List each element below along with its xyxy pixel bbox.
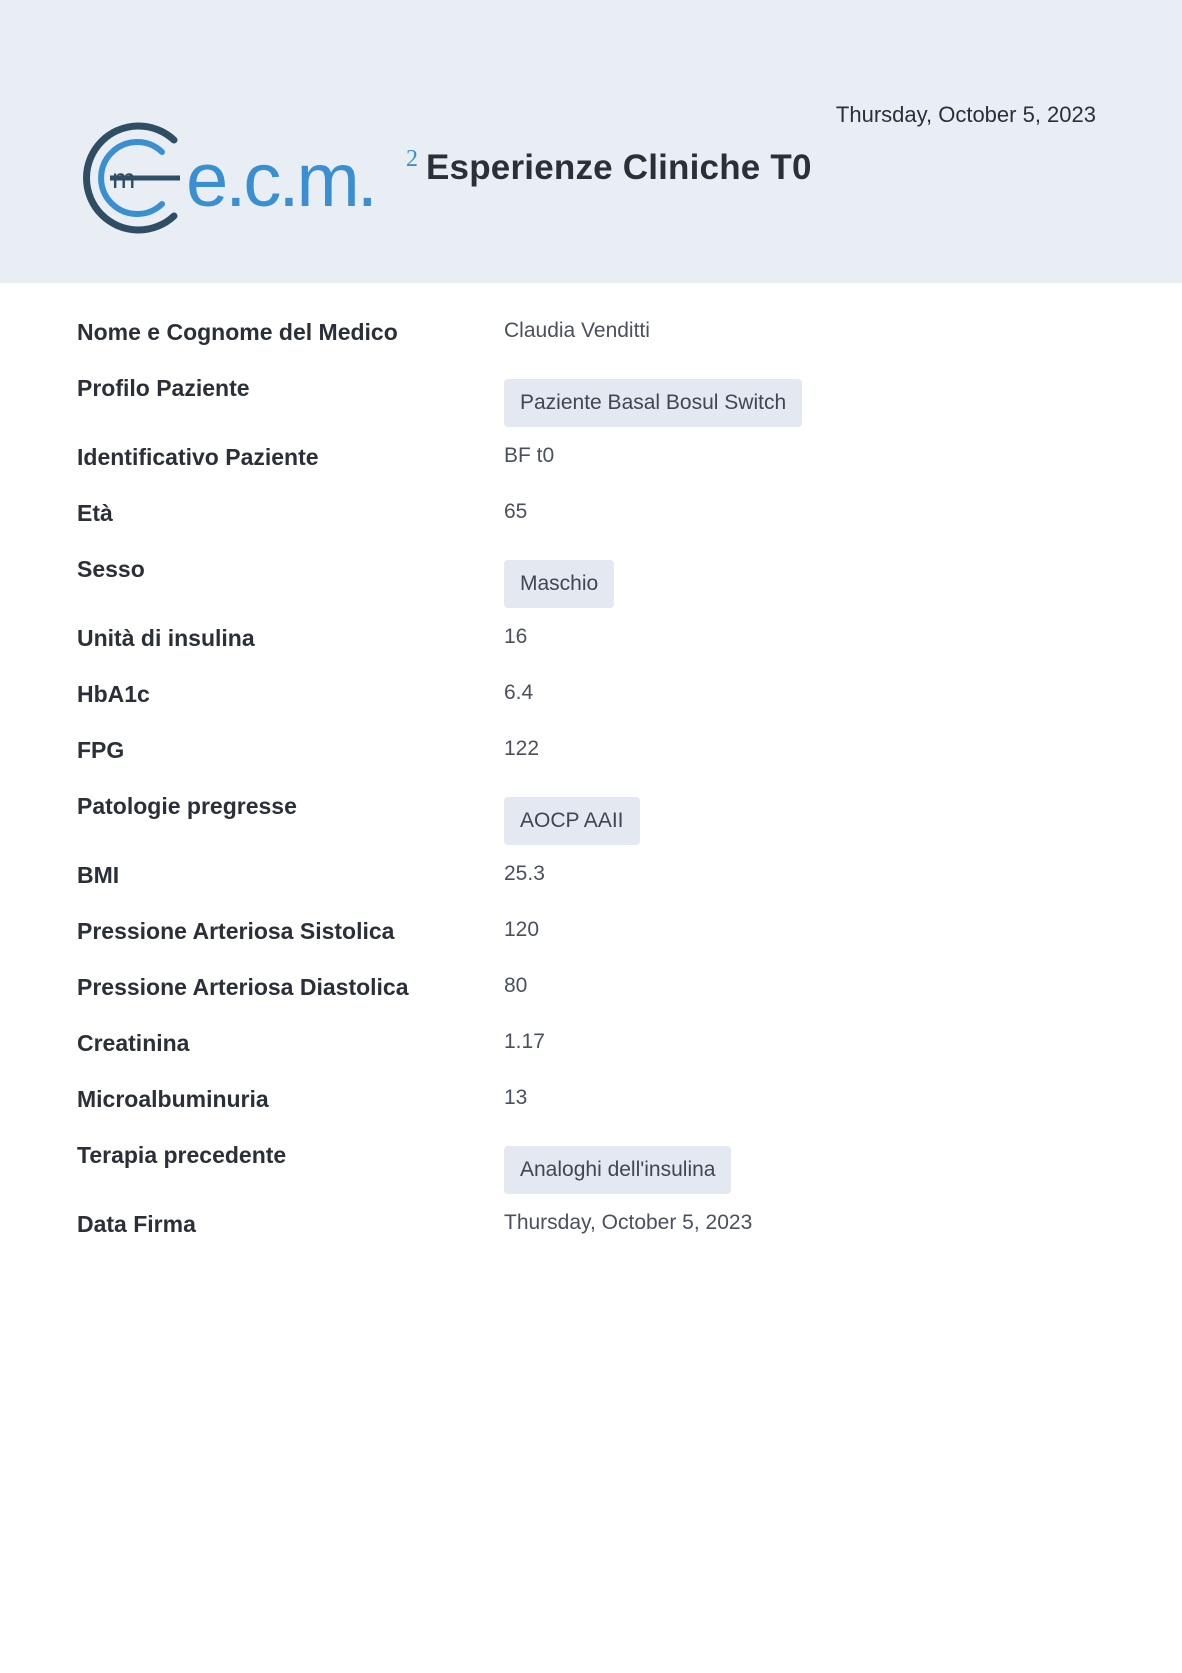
form-title: Esperienze Cliniche T0 [426,148,812,187]
logo-wordmark: e.c.m. [186,138,375,223]
field-label: Creatinina [77,1030,190,1056]
field-value: 25.3 [504,862,545,885]
field-unita-insulina [77,619,1097,675]
field-label: Identificativo Paziente [77,444,319,470]
field-terapia [77,1136,1097,1205]
option-chip: Maschio [504,560,614,608]
field-fpg [77,731,1097,787]
field-label: Età [77,500,113,526]
field-label: Nome e Cognome del Medico [77,319,398,345]
field-value: 16 [504,625,528,648]
field-value: 80 [504,974,528,997]
field-creatinina [77,1024,1097,1080]
field-label: Unità di insulina [77,625,255,651]
field-identificativo [77,438,1097,494]
patient-form [77,313,1097,1261]
option-chip: Analoghi dell'insulina [504,1146,731,1194]
ecm-logo [76,118,421,238]
field-microalbuminuria [77,1080,1097,1136]
field-eta [77,494,1097,550]
field-value: 122 [504,737,540,760]
field-label: Microalbuminuria [77,1086,269,1112]
field-label: HbA1c [77,681,150,707]
field-label: FPG [77,737,125,763]
field-label: Profilo Paziente [77,375,250,401]
option-chip: Paziente Basal Bosul Switch [504,379,802,427]
field-data-firma [77,1205,1097,1261]
field-bmi [77,856,1097,912]
field-label: Terapia precedente [77,1142,287,1168]
field-value: 120 [504,918,540,941]
field-profilo-paziente [77,369,1097,438]
page-header [0,0,1182,283]
field-pas [77,912,1097,968]
field-value: 13 [504,1086,528,1109]
header-date: Thursday, October 5, 2023 [835,102,1096,127]
field-label: Data Firma [77,1211,196,1237]
field-value: Claudia Venditti [504,319,650,342]
field-value: 1.17 [504,1030,545,1053]
logo-superscript: 2 [406,146,418,172]
field-sesso [77,550,1097,619]
logo-inner-letter: m [112,163,136,194]
field-value: BF t0 [504,444,555,467]
field-label: BMI [77,862,120,888]
field-label: Pressione Arteriosa Sistolica [77,918,395,944]
option-chip: AOCP AAII [504,797,640,845]
field-hba1c [77,675,1097,731]
field-value: 65 [504,500,528,523]
field-pad [77,968,1097,1024]
field-nome-medico [77,313,1097,369]
field-value: Thursday, October 5, 2023 [504,1211,753,1234]
field-patologie [77,787,1097,856]
field-label: Sesso [77,556,145,582]
field-label: Patologie pregresse [77,793,297,819]
field-value: 6.4 [504,681,534,704]
field-label: Pressione Arteriosa Diastolica [77,974,409,1000]
ecm-logo-graphic [76,118,421,238]
